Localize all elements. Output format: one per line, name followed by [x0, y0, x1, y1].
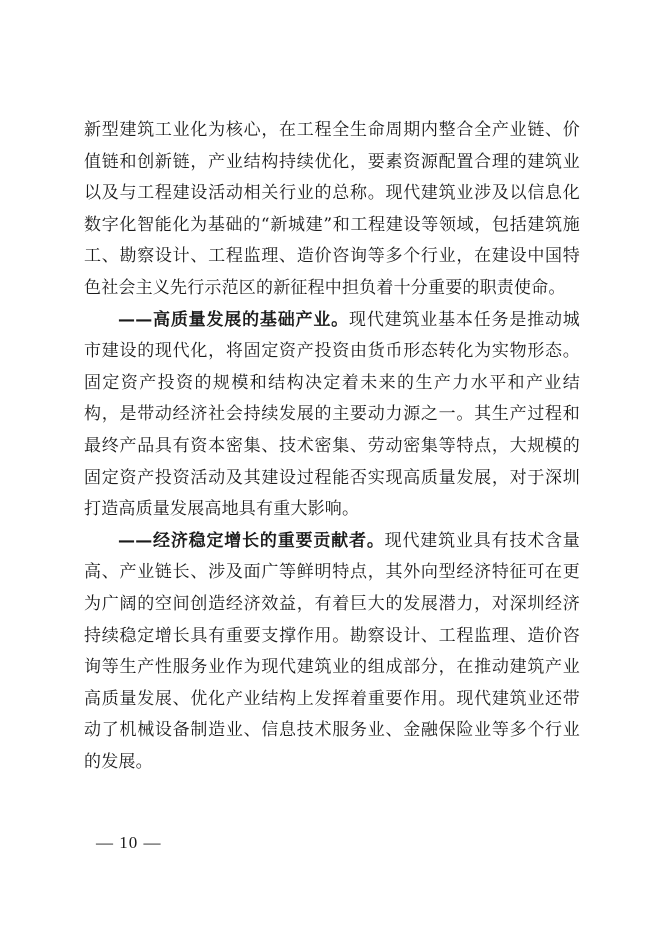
paragraph-body-text: 现代建筑业基本任务是推动城市建设的现代化，将固定资产投资由货币形态转化为实物形态。固定资产投资的规模和结构决定着未来的生产力水平和产业结构，是带动经济社会持续发展的主要动力源之一。其生产过程和最终产品具有资本密集、技术密集、劳动密集等特点，大规模的固定资产投资活动及其建设过程能否实现高质量发展，对于深圳打造高质量发展高地具有重大影响。 — [84, 309, 580, 520]
paragraph-intro — [84, 115, 580, 305]
paragraph-lead-heading: ——经济稳定增长的重要贡献者。 — [118, 530, 385, 551]
paragraph-foundation-industry — [84, 305, 580, 526]
body-text — [84, 115, 580, 778]
paragraph-growth-contributor — [84, 526, 580, 779]
paragraph-intro-text: 新型建筑工业化为核心，在工程全生命周期内整合全产业链、价值链和创新链，产业结构持续优化，要素资源配置合理的建筑业以及与工程建设活动相关行业的总称。现代建筑业涉及以信息化数字化智能化为基础的“新城建”和工程建设等领域，包括建筑施工、勘察设计、工程监理、造价咨询等多个行业，在建设中国特色社会主义先行示范区的新征程中担负着十分重要的职责使命。 — [84, 120, 580, 298]
paragraph-lead-heading: ——高质量发展的基础产业。 — [118, 309, 349, 330]
page-number: — 10 — — [96, 833, 162, 852]
paragraph-body-text: 现代建筑业具有技术含量高、产业链长、涉及面广等鲜明特点，其外向型经济特征可在更为广阔的空间创造经济效益，有着巨大的发展潜力，对深圳经济持续稳定增长具有重要支撑作用。勘察设计、工程监理、造价咨询等生产性服务业作为现代建筑业的组成部分，在推动建筑产业高质量发展、优化产业结构上发挥着重要作用。现代建筑业还带动了机械设备制造业、信息技术服务业、金融保险业等多个行业的发展。 — [84, 530, 581, 772]
